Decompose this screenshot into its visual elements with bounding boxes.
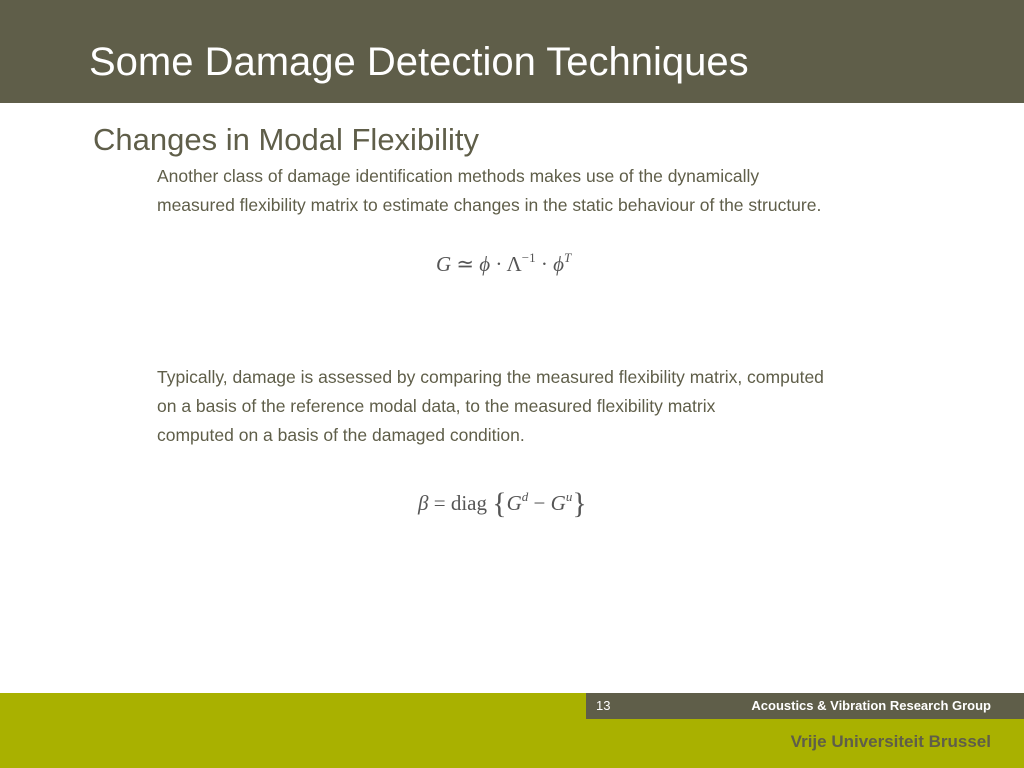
- formula-exponent: d: [521, 489, 529, 504]
- flexibility-formula: [436, 250, 571, 277]
- formula-symbol: −: [533, 491, 546, 515]
- research-group-label: Acoustics & Vibration Research Group: [751, 698, 991, 713]
- paragraph-line: Another class of damage identification methods makes use of the dynamically: [157, 166, 760, 186]
- paragraph-line: Typically, damage is assessed by comparing the measured flexibility matrix, computed: [157, 367, 824, 387]
- formula-brace: }: [572, 487, 587, 520]
- formula-symbol: G: [506, 491, 522, 515]
- damage-paragraph: [157, 363, 824, 450]
- formula-symbol: =: [433, 491, 446, 515]
- damage-index-formula: [418, 487, 587, 521]
- formula-symbol: ·: [495, 252, 503, 276]
- formula-function: diag: [450, 491, 487, 515]
- formula-brace: {: [492, 487, 507, 520]
- section-heading: Changes in Modal Flexibility: [93, 122, 479, 157]
- intro-paragraph: [157, 162, 821, 220]
- formula-symbol: β: [418, 491, 429, 515]
- formula-symbol: ·: [540, 252, 548, 276]
- formula-exponent: u: [565, 489, 573, 504]
- formula-symbol: ≃: [456, 252, 475, 276]
- formula-symbol: ϕ: [553, 252, 564, 276]
- university-name: Vrije Universiteit Brussel: [790, 732, 991, 751]
- paragraph-line: on a basis of the reference modal data, to the measured flexibility matrix: [157, 396, 716, 416]
- formula-symbol: G: [436, 252, 452, 276]
- paragraph-line: measured flexibility matrix to estimate changes in the static behaviour of the structure.: [157, 195, 822, 215]
- slide-title: Some Damage Detection Techniques: [89, 40, 749, 84]
- formula-symbol: ϕ: [479, 252, 491, 276]
- page-number: 13: [596, 698, 611, 713]
- formula-symbol: G: [550, 491, 566, 515]
- formula-symbol: Λ: [506, 252, 522, 276]
- formula-exponent: T: [563, 250, 572, 265]
- formula-exponent: −1: [521, 250, 536, 265]
- paragraph-line: computed on a basis of the damaged condition.: [157, 425, 525, 445]
